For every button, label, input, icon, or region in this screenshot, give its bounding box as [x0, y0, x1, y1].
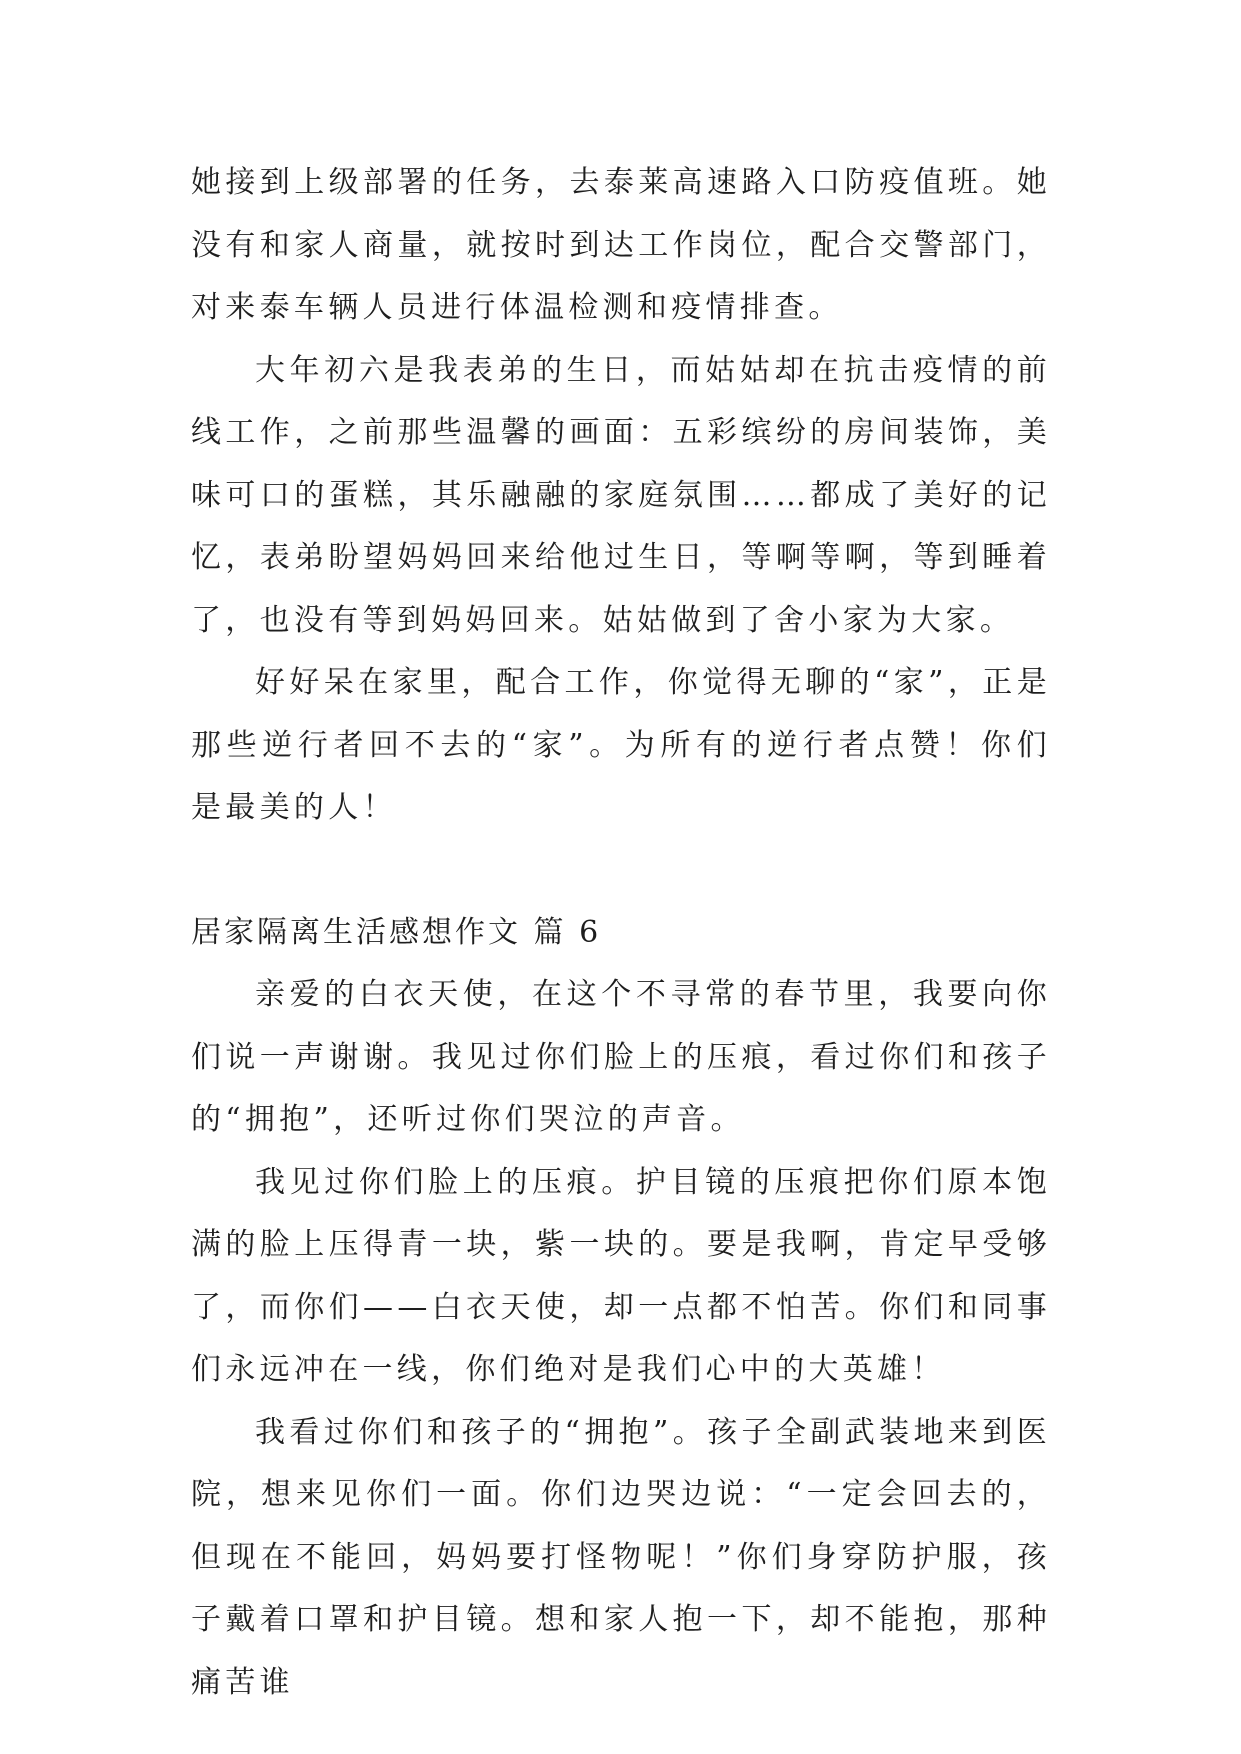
document-body: [191, 152, 1051, 1714]
section-heading: 居家隔离生活感想作文 篇 6: [191, 914, 602, 950]
paragraph: 大年初六是我表弟的生日，而姑姑却在抗击疫情的前线工作，之前那些温馨的画面：五彩缤纷的房间装饰，美味可口的蛋糕，其乐融融的家庭氛围……都成了美好的记忆，表弟盼望妈妈回来给他过生日，等啊等啊，等到睡着了，也没有等到妈妈回来。姑姑做到了舍小家为大家。: [191, 352, 1051, 638]
paragraph: 我见过你们脸上的压痕。护目镜的压痕把你们原本饱满的脸上压得青一块，紫一块的。要是我啊，肯定早受够了，而你们——白衣天使，却一点都不怕苦。你们和同事们永远冲在一线，你们绝对是我们心中的大英雄！: [191, 1164, 1051, 1387]
paragraph: 我看过你们和孩子的“拥抱”。孩子全副武装地来到医院，想来见你们一面。你们边哭边说：“一定会回去的，但现在不能回，妈妈要打怪物呢！”你们身穿防护服，孩子戴着口罩和护目镜。想和家人抱一下，却不能抱，那种痛苦谁: [191, 1414, 1051, 1700]
paragraph: 好好呆在家里，配合工作，你觉得无聊的“家”，正是那些逆行者回不去的“家”。为所有的逆行者点赞！你们是最美的人！: [191, 665, 1051, 825]
paragraph-continued: 她接到上级部署的任务，去泰莱高速路入口防疫值班。她没有和家人商量，就按时到达工作岗位，配合交警部门，对来泰车辆人员进行体温检测和疫情排查。: [191, 165, 1051, 325]
paragraph: 亲爱的白衣天使，在这个不寻常的春节里，我要向你们说一声谢谢。我见过你们脸上的压痕，看过你们和孩子的“拥抱”，还听过你们哭泣的声音。: [191, 977, 1051, 1137]
